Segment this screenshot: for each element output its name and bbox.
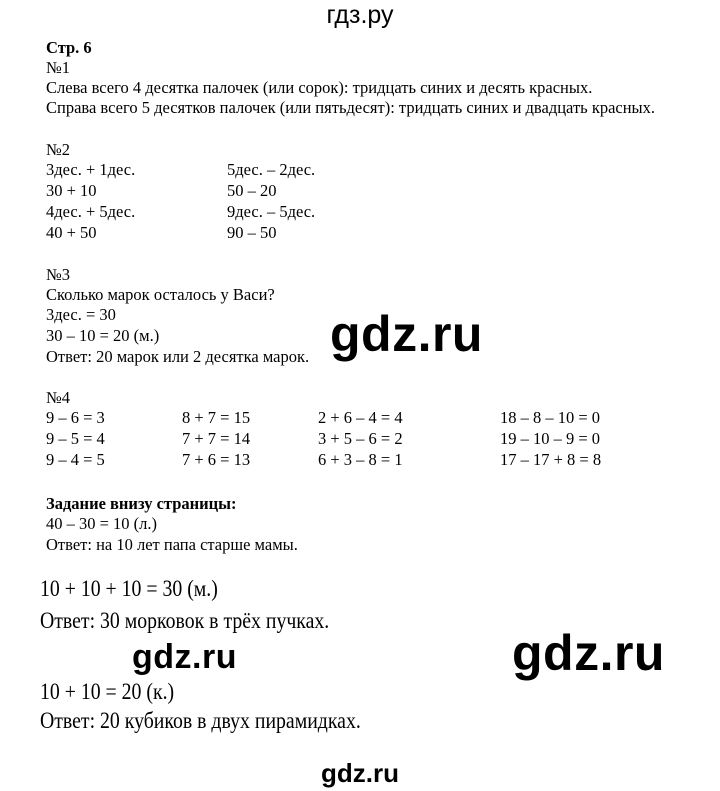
task1-number: №1	[46, 58, 70, 77]
task4-item: 7 + 6 = 13	[182, 450, 251, 469]
task4-item: 9 – 5 = 4	[46, 429, 105, 448]
extra-line: 10 + 10 = 20 (к.)	[40, 679, 175, 704]
bottom-task-line: 40 – 30 = 10 (л.)	[46, 514, 158, 533]
task4-item: 8 + 7 = 15	[182, 408, 251, 427]
watermark-lower-left: gdz.ru	[132, 638, 237, 676]
task4-item: 18 – 8 – 10 = 0	[500, 408, 601, 427]
task2-right-item: 9дес. – 5дес.	[227, 202, 316, 221]
task4-number: №4	[46, 388, 70, 407]
task3-line: 30 – 10 = 20 (м.)	[46, 326, 160, 345]
watermark-lower-right: gdz.ru	[512, 625, 665, 681]
task2-number: №2	[46, 140, 70, 159]
extra-line: Ответ: 20 кубиков в двух пирамидках.	[40, 708, 361, 733]
task4-item: 7 + 7 = 14	[182, 429, 251, 448]
task4-item: 17 – 17 + 8 = 8	[500, 450, 602, 469]
task2-left-item: 30 + 10	[46, 181, 97, 200]
task4-item: 9 – 6 = 3	[46, 408, 105, 427]
task3-line: 3дес. = 30	[46, 305, 116, 324]
task1-line: Справа всего 5 десятков палочек (или пятьдесят): тридцать синих и двадцать красных.	[46, 98, 656, 117]
task2-left-item: 3дес. + 1дес.	[46, 160, 136, 179]
bottom-task-heading: Задание внизу страницы:	[46, 494, 237, 513]
bottom-task-line: Ответ: на 10 лет папа старше мамы.	[46, 535, 298, 554]
task2-left-item: 40 + 50	[46, 223, 97, 242]
task4-item: 9 – 4 = 5	[46, 450, 105, 469]
task4-item: 6 + 3 – 8 = 1	[318, 450, 403, 469]
task4-item: 3 + 5 – 6 = 2	[318, 429, 403, 448]
extra-line: 10 + 10 + 10 = 30 (м.)	[40, 576, 218, 601]
extra-line: Ответ: 30 морковок в трёх пучках.	[40, 608, 330, 633]
task4-item: 2 + 6 – 4 = 4	[318, 408, 403, 427]
page-header: Стр. 6	[46, 38, 92, 57]
task3-number: №3	[46, 265, 70, 284]
watermark-bottom: gdz.ru	[321, 758, 399, 788]
watermark-top: гдз.ру	[326, 1, 394, 29]
task2-left-item: 4дес. + 5дес.	[46, 202, 136, 221]
task2-right-item: 90 – 50	[227, 223, 277, 242]
task1-line: Слева всего 4 десятка палочек (или сорок): тридцать синих и десять красных.	[46, 78, 593, 97]
task4-item: 19 – 10 – 9 = 0	[500, 429, 601, 448]
task3-line: Сколько марок осталось у Васи?	[46, 285, 275, 304]
task3-line: Ответ: 20 марок или 2 десятка марок.	[46, 347, 310, 366]
watermark-mid: gdz.ru	[330, 306, 483, 362]
task2-right-item: 5дес. – 2дес.	[227, 160, 316, 179]
task2-right-item: 50 – 20	[227, 181, 277, 200]
